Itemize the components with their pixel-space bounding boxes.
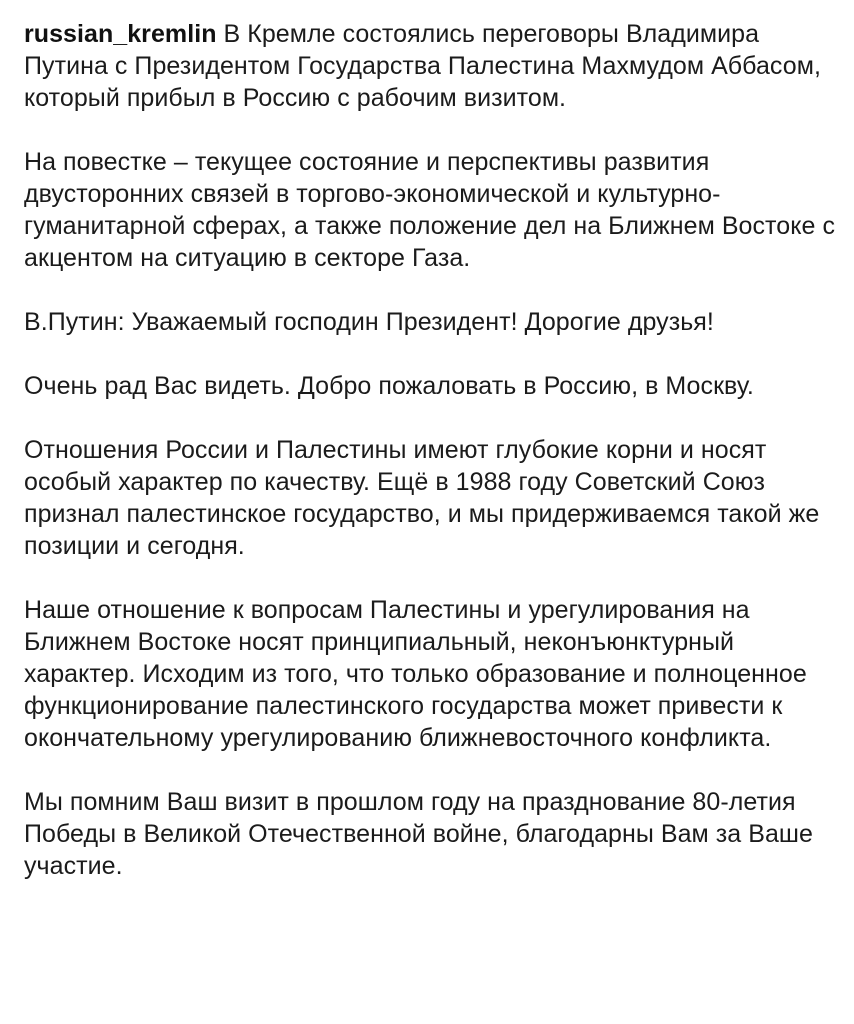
username-link[interactable]: russian_kremlin xyxy=(24,20,217,48)
post-caption xyxy=(24,18,844,914)
caption-text: В Кремле состоялись переговоры Владимира Путина с Президентом Государства Палестина Махмудом Аббасом, который прибыл в Россию с рабочим визитом. xyxy=(24,20,821,112)
caption-paragraph-relations: Отношения России и Палестины имеют глубокие корни и носят особый характер по качеству. Ещё в 1988 году Советский Союз признал палестинское государство, и мы придерживаемся такой же позиции и сегодня. xyxy=(24,436,820,560)
caption-paragraph-position: Наше отношение к вопросам Палестины и урегулирования на Ближнем Востоке носят принципиальный, неконъюнктурный характер. Исходим из того, что только образование и полноценное функционирование палестинского государства может привести к окончательному урегулированию ближневосточного конфликта. xyxy=(24,596,807,752)
caption-paragraph-agenda: На повестке – текущее состояние и перспективы развития двусторонних связей в торгово-экономической и культурно-гуманитарной сферах, а также положение дел на Ближнем Востоке с акцентом на ситуацию в секторе Газа. xyxy=(24,148,835,272)
caption-paragraph-visit: Мы помним Ваш визит в прошлом году на празднование 80-летия Победы в Великой Отечественной войне, благодарны Вам за Ваше участие. xyxy=(24,788,813,880)
caption-paragraph-intro xyxy=(24,18,844,114)
caption-paragraph-greeting: В.Путин: Уважаемый господин Президент! Дорогие друзья! xyxy=(24,308,714,336)
caption-paragraph-welcome: Очень рад Вас видеть. Добро пожаловать в Россию, в Москву. xyxy=(24,372,754,400)
